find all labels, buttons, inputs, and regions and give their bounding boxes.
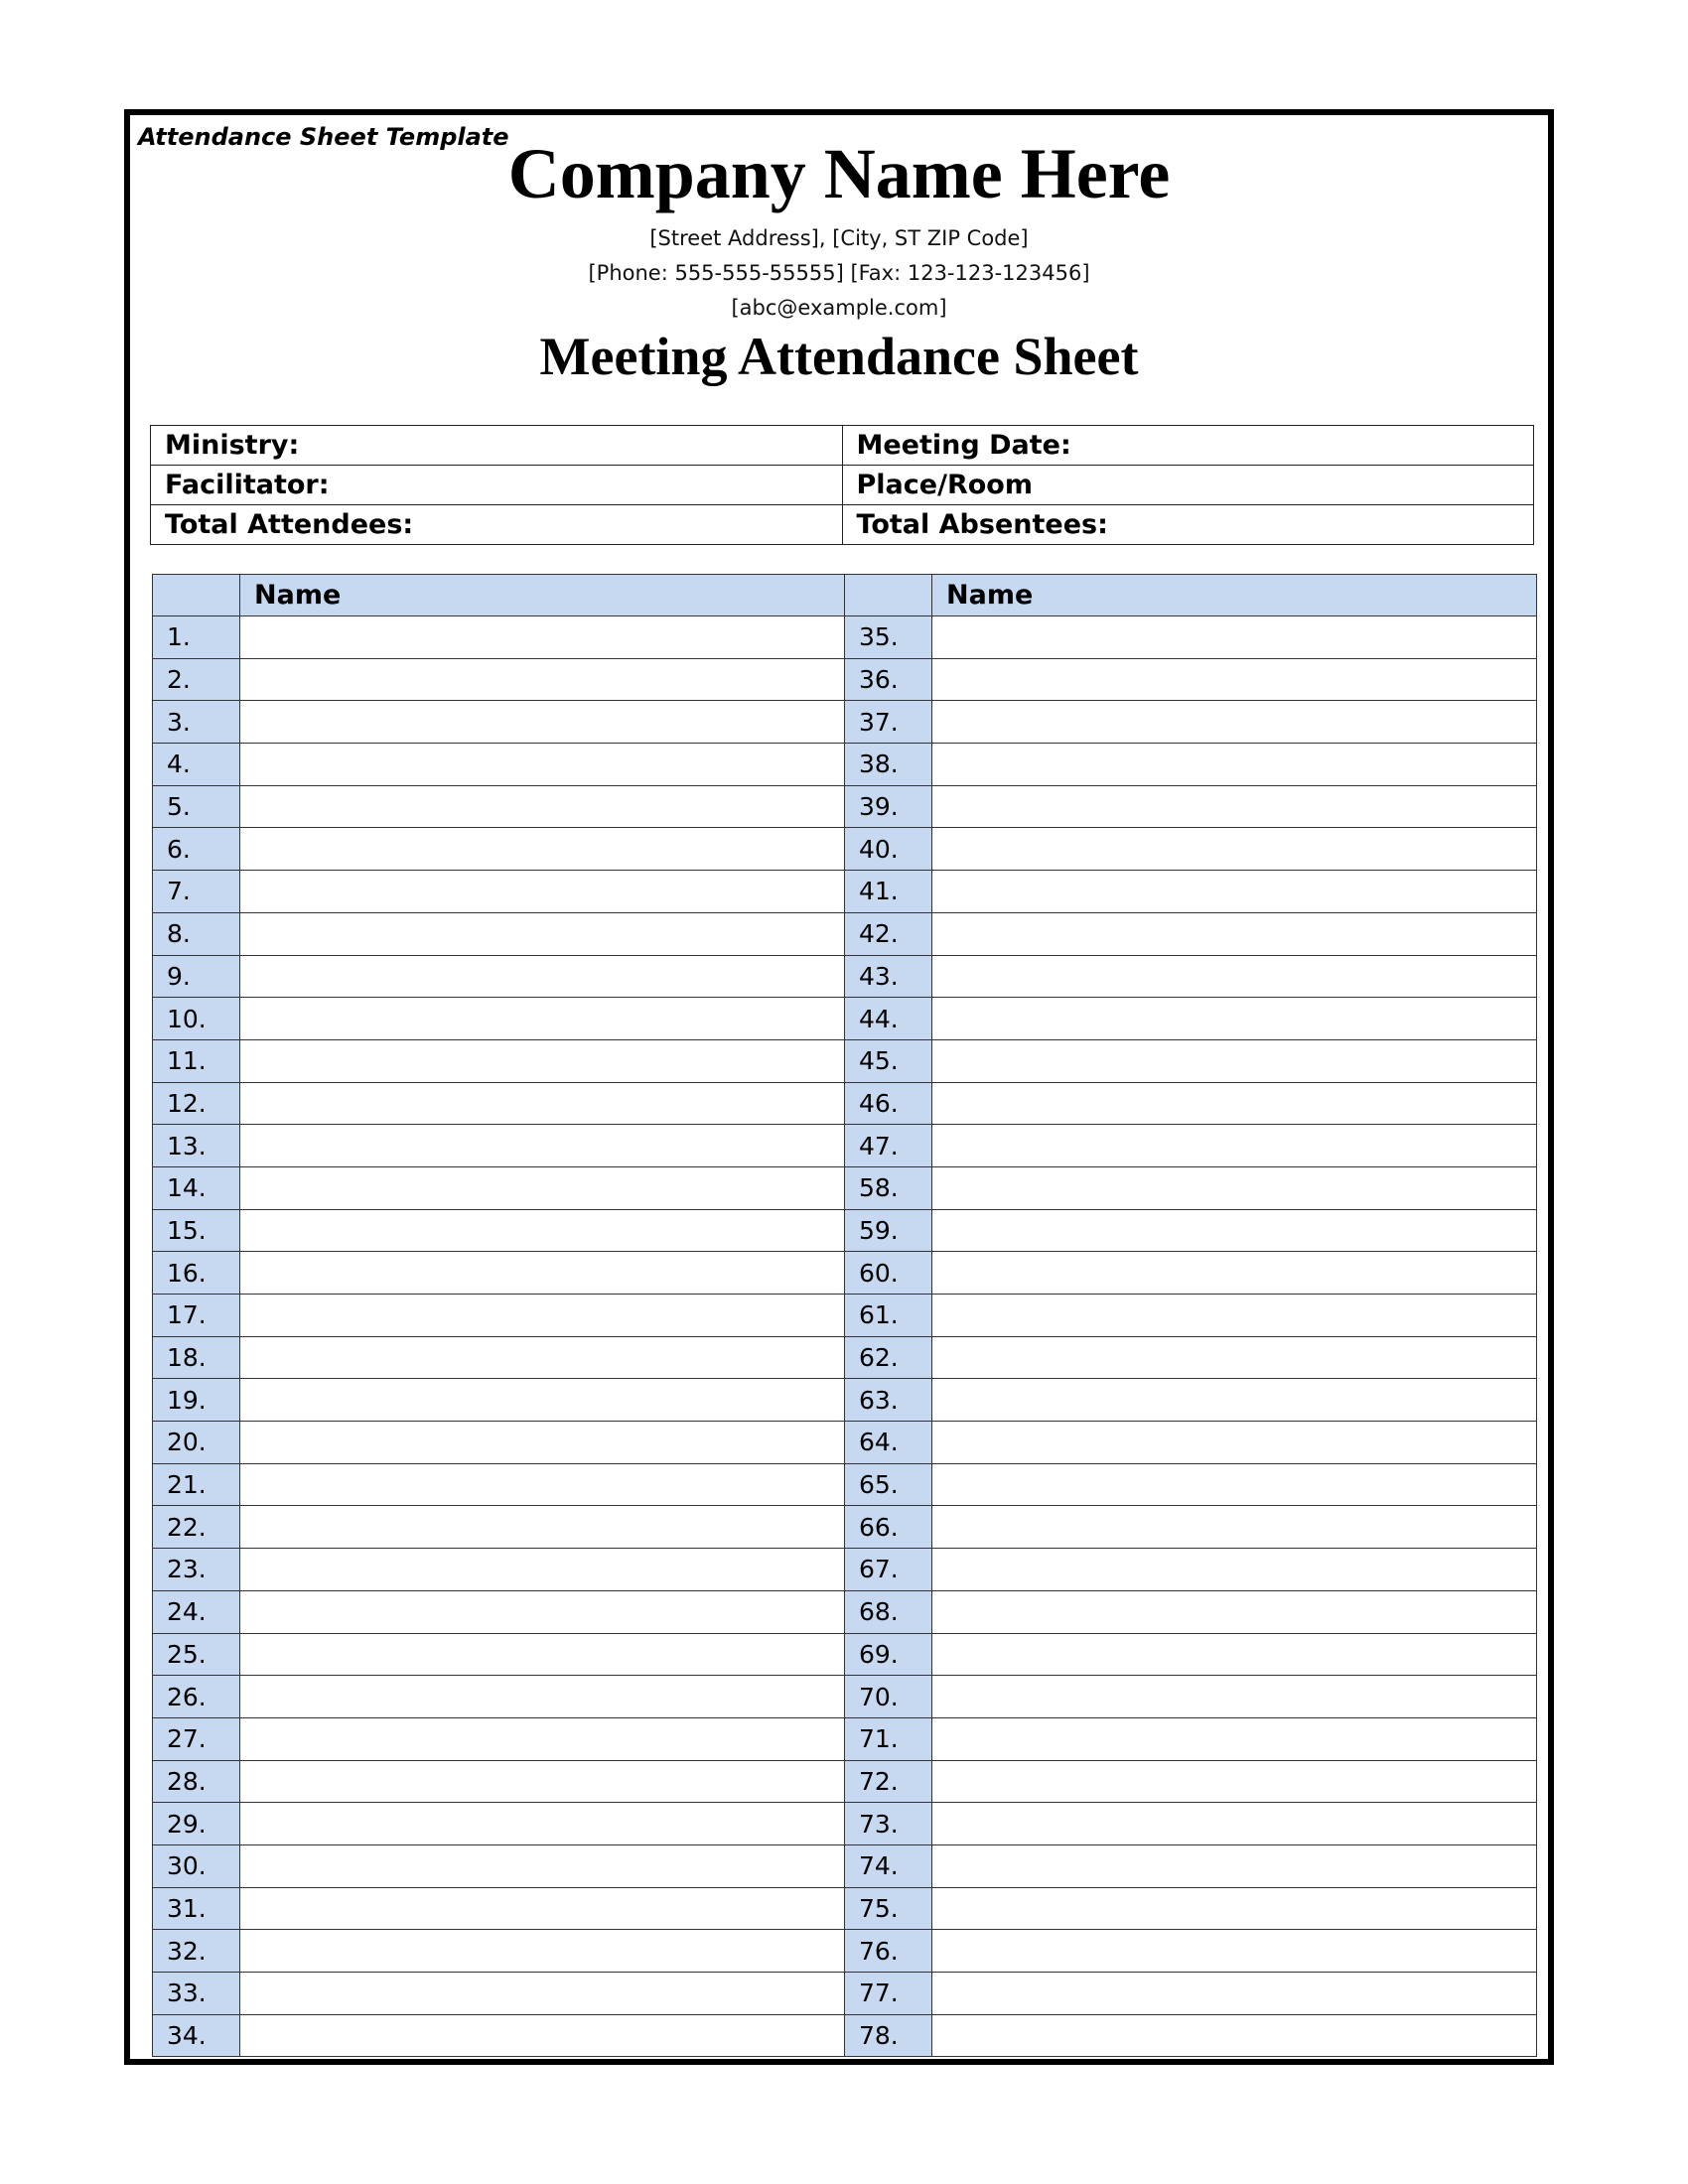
row-number-left: 17.: [153, 1295, 240, 1337]
row-number-right: 39.: [845, 785, 932, 828]
table-row: [153, 658, 1537, 701]
row-number-right: 47.: [845, 1125, 932, 1167]
row-number-left: 6.: [153, 828, 240, 871]
name-entry-left[interactable]: [240, 1973, 845, 2015]
name-entry-left[interactable]: [240, 955, 845, 998]
name-entry-left[interactable]: [240, 658, 845, 701]
company-name: Company Name Here: [507, 134, 1171, 213]
name-entry-right[interactable]: [932, 1717, 1537, 1760]
row-number-left: 22.: [153, 1506, 240, 1549]
name-entry-right[interactable]: [932, 1506, 1537, 1549]
row-number-right: 41.: [845, 871, 932, 913]
table-row: [153, 1803, 1537, 1845]
name-entry-right[interactable]: [932, 1760, 1537, 1803]
row-number-left: 24.: [153, 1590, 240, 1633]
row-number-right: 67.: [845, 1549, 932, 1591]
row-number-left: 23.: [153, 1549, 240, 1591]
name-entry-left[interactable]: [240, 1463, 845, 1506]
row-number-left: 27.: [153, 1717, 240, 1760]
meeting-date-field[interactable]: Meeting Date:: [842, 426, 1534, 466]
row-number-right: 35.: [845, 616, 932, 659]
table-row: [153, 955, 1537, 998]
name-entry-right[interactable]: [932, 1549, 1537, 1591]
row-number-left: 8.: [153, 912, 240, 955]
row-number-left: 1.: [153, 616, 240, 659]
table-row: [153, 1336, 1537, 1379]
row-number-left: 19.: [153, 1379, 240, 1422]
row-number-right: 65.: [845, 1463, 932, 1506]
name-entry-left[interactable]: [240, 1379, 845, 1422]
sheet-title: Meeting Attendance Sheet: [539, 327, 1139, 386]
table-row: [153, 1379, 1537, 1422]
name-entry-right[interactable]: [932, 785, 1537, 828]
row-number-left: 4.: [153, 744, 240, 786]
name-entry-right[interactable]: [932, 658, 1537, 701]
name-entry-left[interactable]: [240, 1760, 845, 1803]
name-entry-right[interactable]: [932, 1633, 1537, 1676]
row-number-left: 10.: [153, 998, 240, 1040]
name-entry-right[interactable]: [932, 1676, 1537, 1718]
row-number-left: 25.: [153, 1633, 240, 1676]
attendance-header-row: [153, 575, 1537, 616]
name-entry-left[interactable]: [240, 2014, 845, 2057]
row-number-right: 43.: [845, 955, 932, 998]
row-number-right: 75.: [845, 1887, 932, 1930]
row-number-right: 68.: [845, 1590, 932, 1633]
row-number-right: 66.: [845, 1506, 932, 1549]
name-entry-left[interactable]: [240, 785, 845, 828]
row-number-left: 32.: [153, 1930, 240, 1973]
row-number-right: 58.: [845, 1166, 932, 1209]
table-row: [153, 1506, 1537, 1549]
attendance-rows: [153, 616, 1537, 2057]
table-row: [153, 1252, 1537, 1295]
row-number-right: 72.: [845, 1760, 932, 1803]
name-entry-left[interactable]: [240, 1844, 845, 1887]
table-row: [153, 871, 1537, 913]
name-entry-left[interactable]: [240, 828, 845, 871]
row-number-left: 34.: [153, 2014, 240, 2057]
row-number-right: 71.: [845, 1717, 932, 1760]
table-row: [153, 1549, 1537, 1591]
name-entry-left[interactable]: [240, 1422, 845, 1464]
table-row: [153, 1717, 1537, 1760]
table-row: [153, 1039, 1537, 1082]
company-phone-fax: [Phone: 555-555-55555] [Fax: 123-123-123456]: [588, 261, 1090, 285]
table-row: [153, 785, 1537, 828]
info-row: [151, 505, 1534, 545]
row-number-right: 74.: [845, 1844, 932, 1887]
table-row: [153, 1760, 1537, 1803]
name-entry-right[interactable]: [932, 1166, 1537, 1209]
meeting-info-table: [150, 425, 1534, 545]
row-number-right: 37.: [845, 701, 932, 744]
ministry-field[interactable]: Ministry:: [151, 426, 843, 466]
name-entry-right[interactable]: [932, 1252, 1537, 1295]
name-entry-right[interactable]: [932, 1379, 1537, 1422]
table-row: [153, 616, 1537, 659]
row-number-left: 12.: [153, 1082, 240, 1125]
table-row: [153, 1844, 1537, 1887]
table-row: [153, 2014, 1537, 2057]
table-row: [153, 1633, 1537, 1676]
row-number-left: 31.: [153, 1887, 240, 1930]
table-row: [153, 1463, 1537, 1506]
name-entry-left[interactable]: [240, 1039, 845, 1082]
name-entry-right[interactable]: [932, 744, 1537, 786]
name-entry-left[interactable]: [240, 701, 845, 744]
name-entry-right[interactable]: [932, 701, 1537, 744]
template-label: Attendance Sheet Template: [138, 123, 509, 151]
table-row: [153, 1422, 1537, 1464]
row-number-left: 30.: [153, 1844, 240, 1887]
row-number-left: 13.: [153, 1125, 240, 1167]
info-row: [151, 466, 1534, 505]
row-number-right: 64.: [845, 1422, 932, 1464]
row-number-right: 40.: [845, 828, 932, 871]
row-number-left: 16.: [153, 1252, 240, 1295]
name-entry-left[interactable]: [240, 1295, 845, 1337]
name-entry-right[interactable]: [932, 1336, 1537, 1379]
table-row: [153, 1125, 1537, 1167]
row-number-right: 61.: [845, 1295, 932, 1337]
name-entry-left[interactable]: [240, 1082, 845, 1125]
name-entry-right[interactable]: [932, 1803, 1537, 1845]
row-number-right: 73.: [845, 1803, 932, 1845]
name-entry-left[interactable]: [240, 744, 845, 786]
name-entry-right[interactable]: [932, 1422, 1537, 1464]
row-number-left: 20.: [153, 1422, 240, 1464]
row-number-right: 63.: [845, 1379, 932, 1422]
row-number-left: 28.: [153, 1760, 240, 1803]
name-entry-left[interactable]: [240, 1506, 845, 1549]
name-entry-right[interactable]: [932, 2014, 1537, 2057]
table-row: [153, 1973, 1537, 2015]
row-number-left: 18.: [153, 1336, 240, 1379]
info-row: [151, 426, 1534, 466]
table-row: [153, 1295, 1537, 1337]
name-entry-left[interactable]: [240, 1803, 845, 1845]
row-number-left: 11.: [153, 1039, 240, 1082]
name-entry-right[interactable]: [932, 828, 1537, 871]
table-row: [153, 1887, 1537, 1930]
company-address: [Street Address], [City, ST ZIP Code]: [649, 226, 1029, 250]
name-entry-left[interactable]: [240, 1209, 845, 1252]
name-entry-left[interactable]: [240, 998, 845, 1040]
name-entry-right[interactable]: [932, 998, 1537, 1040]
row-number-right: 46.: [845, 1082, 932, 1125]
row-number-left: 7.: [153, 871, 240, 913]
row-number-right: 70.: [845, 1676, 932, 1718]
name-entry-right[interactable]: [932, 1887, 1537, 1930]
name-entry-right[interactable]: [932, 1973, 1537, 2015]
facilitator-field[interactable]: Facilitator:: [151, 466, 843, 505]
row-number-right: 45.: [845, 1039, 932, 1082]
table-row: [153, 998, 1537, 1040]
name-entry-left[interactable]: [240, 871, 845, 913]
name-entry-right[interactable]: [932, 1930, 1537, 1973]
row-number-right: 76.: [845, 1930, 932, 1973]
name-entry-right[interactable]: [932, 1295, 1537, 1337]
table-row: [153, 701, 1537, 744]
name-entry-right[interactable]: [932, 1039, 1537, 1082]
row-number-left: 9.: [153, 955, 240, 998]
row-number-left: 21.: [153, 1463, 240, 1506]
name-entry-left[interactable]: [240, 1336, 845, 1379]
table-row: [153, 1166, 1537, 1209]
name-entry-right[interactable]: [932, 1082, 1537, 1125]
name-entry-left[interactable]: [240, 1930, 845, 1973]
total-attendees-field[interactable]: Total Attendees:: [151, 505, 843, 545]
number-header-right: [845, 575, 932, 616]
row-number-right: 42.: [845, 912, 932, 955]
name-entry-right[interactable]: [932, 1590, 1537, 1633]
row-number-left: 5.: [153, 785, 240, 828]
table-row: [153, 1082, 1537, 1125]
attendance-table: [152, 574, 1537, 2057]
number-header-left: [153, 575, 240, 616]
name-entry-left[interactable]: [240, 1252, 845, 1295]
name-entry-right[interactable]: [932, 1844, 1537, 1887]
row-number-right: 78.: [845, 2014, 932, 2057]
name-entry-left[interactable]: [240, 1633, 845, 1676]
row-number-left: 3.: [153, 701, 240, 744]
table-row: [153, 912, 1537, 955]
name-entry-left[interactable]: [240, 1676, 845, 1718]
row-number-right: 69.: [845, 1633, 932, 1676]
name-header-right: Name: [932, 575, 1537, 616]
name-entry-right[interactable]: [932, 616, 1537, 659]
row-number-left: 33.: [153, 1973, 240, 2015]
row-number-right: 36.: [845, 658, 932, 701]
place-room-field[interactable]: Place/Room: [842, 466, 1534, 505]
row-number-right: 38.: [845, 744, 932, 786]
name-entry-left[interactable]: [240, 912, 845, 955]
table-row: [153, 828, 1537, 871]
total-absentees-field[interactable]: Total Absentees:: [842, 505, 1534, 545]
name-entry-left[interactable]: [240, 616, 845, 659]
name-entry-right[interactable]: [932, 1125, 1537, 1167]
row-number-left: 26.: [153, 1676, 240, 1718]
table-row: [153, 1930, 1537, 1973]
table-row: [153, 1590, 1537, 1633]
name-entry-left[interactable]: [240, 1549, 845, 1591]
name-header-left: Name: [240, 575, 845, 616]
attendance-sheet-page: [124, 109, 1554, 2065]
table-row: [153, 1676, 1537, 1718]
row-number-left: 14.: [153, 1166, 240, 1209]
name-entry-right[interactable]: [932, 912, 1537, 955]
row-number-right: 62.: [845, 1336, 932, 1379]
row-number-right: 44.: [845, 998, 932, 1040]
row-number-right: 59.: [845, 1209, 932, 1252]
name-entry-right[interactable]: [932, 871, 1537, 913]
company-email: [abc@example.com]: [731, 296, 947, 320]
row-number-left: 2.: [153, 658, 240, 701]
name-entry-left[interactable]: [240, 1166, 845, 1209]
name-entry-left[interactable]: [240, 1590, 845, 1633]
name-entry-right[interactable]: [932, 955, 1537, 998]
table-row: [153, 1209, 1537, 1252]
row-number-right: 60.: [845, 1252, 932, 1295]
row-number-left: 15.: [153, 1209, 240, 1252]
row-number-left: 29.: [153, 1803, 240, 1845]
name-entry-right[interactable]: [932, 1209, 1537, 1252]
name-entry-right[interactable]: [932, 1463, 1537, 1506]
name-entry-left[interactable]: [240, 1887, 845, 1930]
name-entry-left[interactable]: [240, 1717, 845, 1760]
row-number-right: 77.: [845, 1973, 932, 2015]
name-entry-left[interactable]: [240, 1125, 845, 1167]
table-row: [153, 744, 1537, 786]
